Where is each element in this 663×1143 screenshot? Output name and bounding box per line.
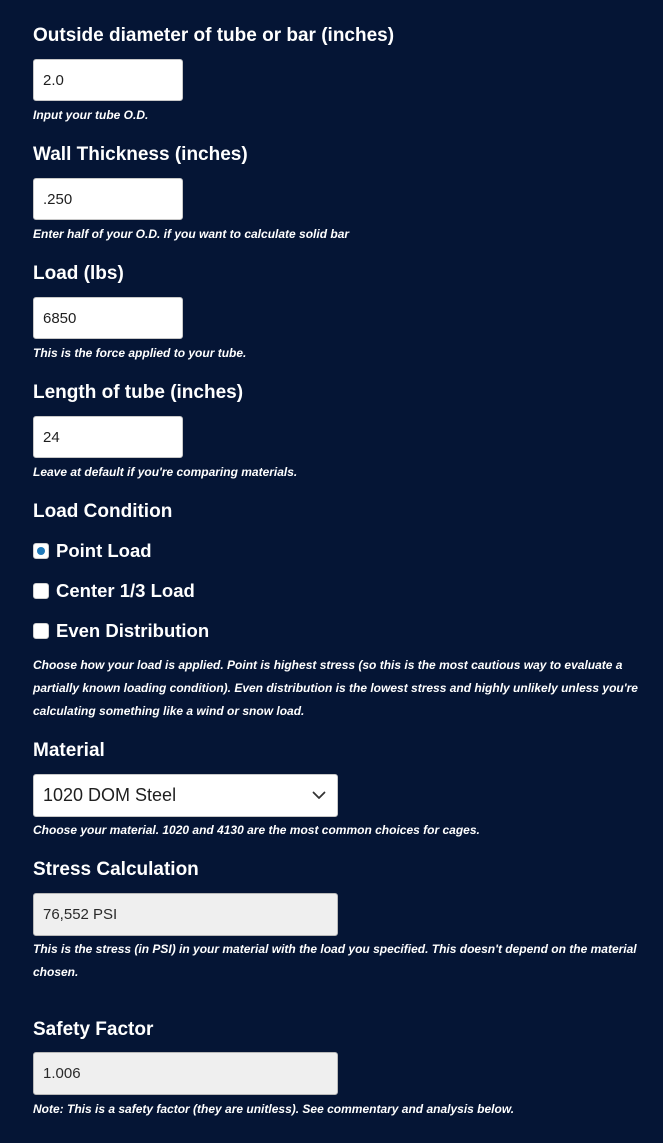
radio-point-load-box[interactable]: [33, 543, 49, 559]
wall-thickness-input[interactable]: [33, 178, 183, 220]
radio-even-distribution[interactable]: [33, 619, 209, 643]
length-label: Length of tube (inches): [33, 382, 244, 403]
radio-center-third-load[interactable]: [33, 579, 195, 603]
radio-center-third-load-box[interactable]: [33, 583, 49, 599]
radio-center-third-load-label: Center 1/3 Load: [56, 580, 195, 601]
radio-even-distribution-box[interactable]: [33, 623, 49, 639]
material-help: Choose your material. 1020 and 4130 are the most common choices for cages.: [33, 823, 480, 837]
material-select[interactable]: [33, 774, 338, 817]
stress-calculation-output: [33, 893, 338, 936]
safety-factor-output: [33, 1052, 338, 1095]
length-help: Leave at default if you're comparing materials.: [33, 465, 298, 479]
radio-point-load[interactable]: [33, 539, 152, 563]
radio-point-load-label: Point Load: [56, 540, 152, 561]
outside-diameter-label: Outside diameter of tube or bar (inches): [33, 25, 395, 46]
safety-factor-help: Note: This is a safety factor (they are unitless). See commentary and analysis below.: [33, 1102, 515, 1116]
load-condition-help: Choose how your load is applied. Point is highest stress (so this is the most cautious way to evaluate a partially known loading condition). Even distribution is the lowest stress and highly unlikely unless you're calculating something like a wind or snow load.: [33, 658, 638, 718]
load-label: Load (lbs): [33, 263, 124, 284]
load-help: This is the force applied to your tube.: [33, 346, 247, 360]
wall-thickness-label: Wall Thickness (inches): [33, 144, 248, 165]
outside-diameter-input[interactable]: [33, 59, 183, 101]
load-condition-label: Load Condition: [33, 501, 173, 522]
radio-even-distribution-label: Even Distribution: [56, 620, 210, 641]
wall-thickness-help: Enter half of your O.D. if you want to calculate solid bar: [33, 227, 350, 241]
material-label: Material: [33, 740, 105, 761]
material-selected-value: 1020 DOM Steel: [43, 785, 177, 805]
length-input[interactable]: [33, 416, 183, 458]
outside-diameter-help: Input your tube O.D.: [33, 108, 149, 122]
stress-calculation-help: This is the stress (in PSI) in your material with the load you specified. This doesn't depend on the material chosen.: [33, 942, 637, 979]
load-input[interactable]: [33, 297, 183, 339]
safety-factor-label: Safety Factor: [33, 1019, 154, 1040]
chevron-down-icon: [310, 787, 328, 805]
stress-calculation-label: Stress Calculation: [33, 859, 199, 880]
